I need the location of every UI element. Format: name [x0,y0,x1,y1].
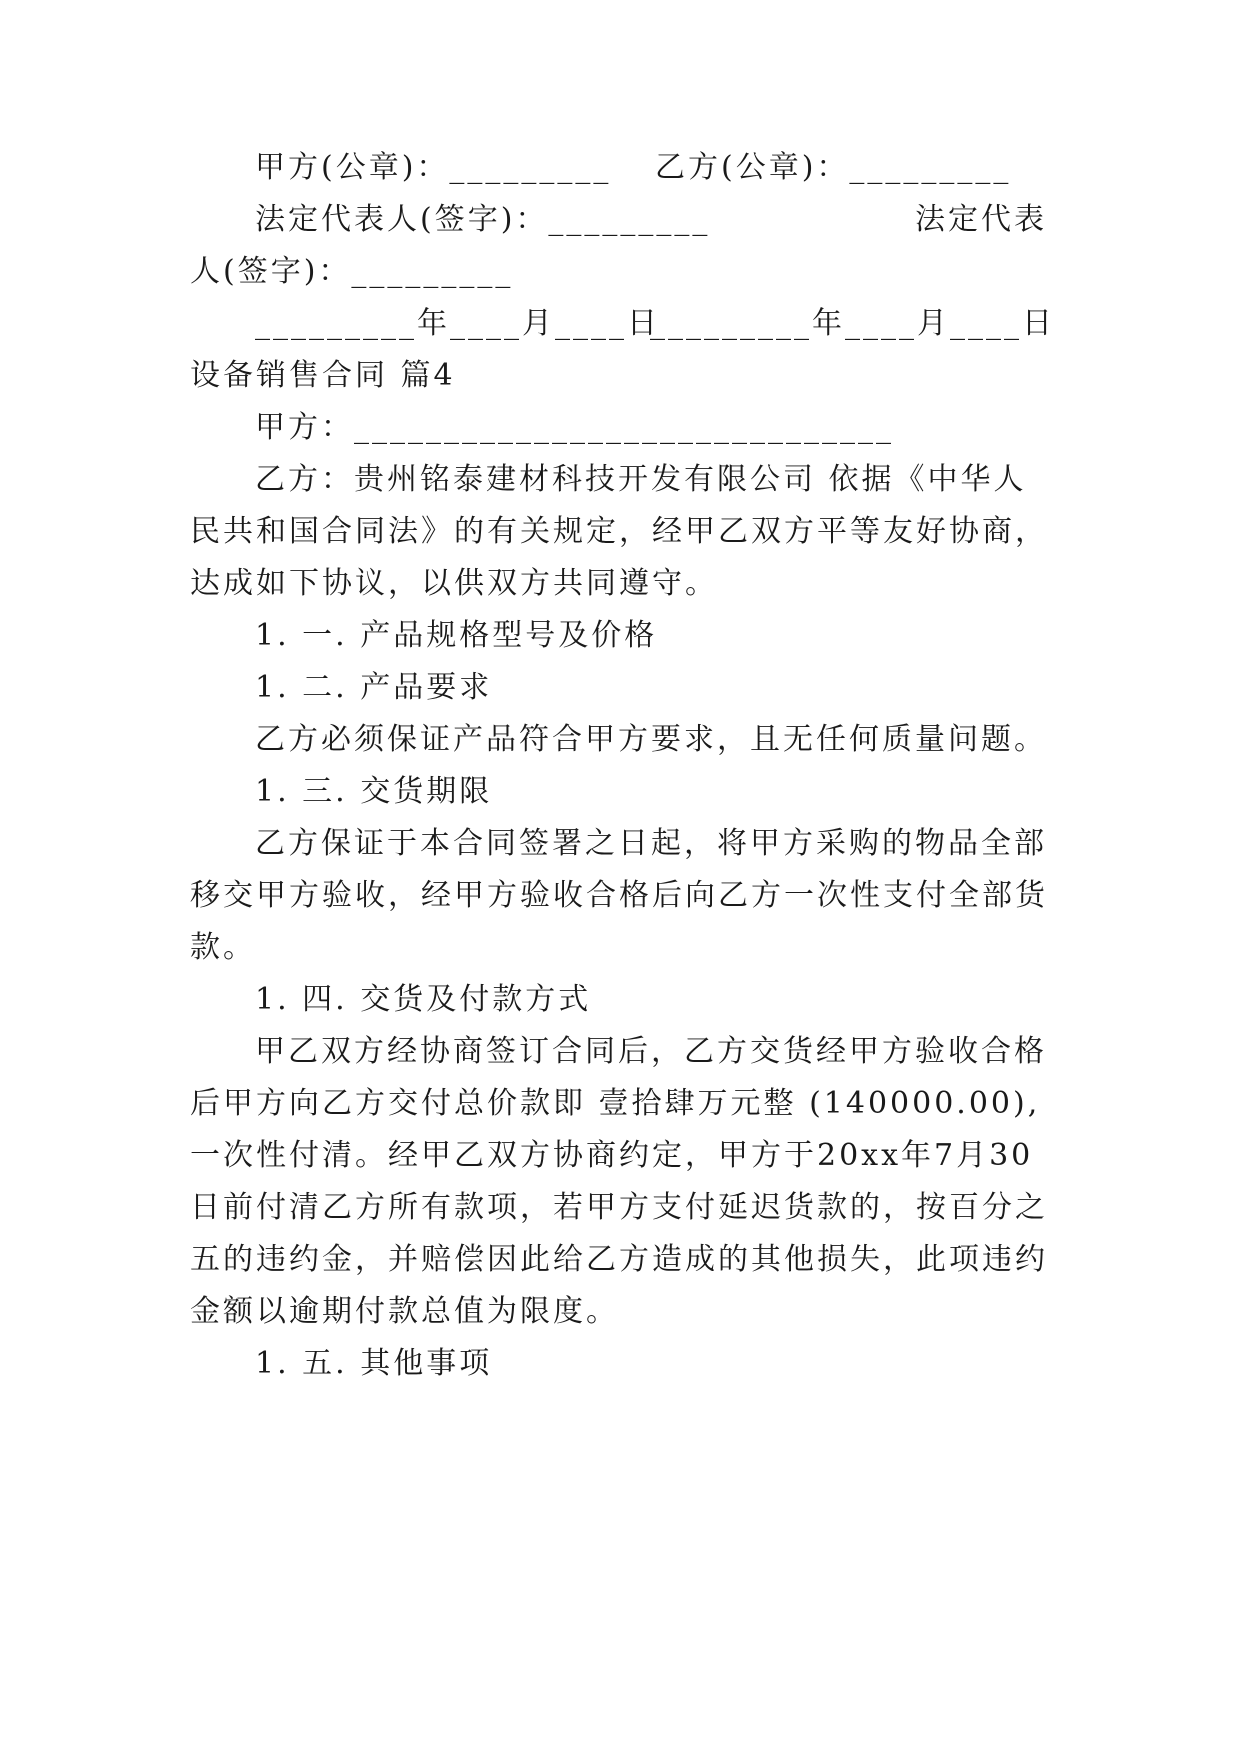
intro-line: 达成如下协议，以供双方共同遵守。 [190,566,718,601]
section-body-line: 日前付清乙方所有款项，若甲方支付延迟货款的，按百分之 [190,1190,1048,1225]
section-body-line: 后甲方向乙方交付总价款即 壹拾肆万元整 (140000.00), [190,1086,1041,1121]
party-a-seal-line: 甲方(公章)：_________ [255,150,612,185]
section-body-line: 乙方保证于本合同签署之日起，将甲方采购的物品全部 [255,826,1047,861]
intro-line: 乙方：贵州铭泰建材科技开发有限公司 依据《中华人 [255,462,1027,497]
legal-rep-a-line: 法定代表人(签字)：_________ [255,202,711,237]
section-heading: 1. 四. 交货及付款方式 [255,982,592,1017]
legal-rep-b-line-part2: 人(签字)：_________ [190,254,514,289]
section-body-line: 甲乙双方经协商签订合同后，乙方交货经甲方验收合格 [255,1034,1047,1069]
contract-title: 设备销售合同 篇4 [190,358,456,393]
section-body-line: 金额以逾期付款总值为限度。 [190,1294,619,1329]
date-b-line: _________年____月____日 [650,306,1055,341]
legal-rep-b-line-part1: 法定代表 [915,202,1047,237]
party-a-line: 甲方：______________________________ [255,410,894,445]
intro-line: 民共和国合同法》的有关规定，经甲乙双方平等友好协商， [190,514,1048,549]
section-body-line: 五的违约金，并赔偿因此给乙方造成的其他损失，此项违约 [190,1242,1048,1277]
section-heading: 1. 五. 其他事项 [255,1346,493,1381]
section-body-line: 移交甲方验收，经甲方验收合格后向乙方一次性支付全部货 [190,878,1048,913]
section-body-line: 款。 [190,930,256,965]
section-body-line: 一次性付清。经甲乙双方协商约定，甲方于20xx年7月30 [190,1138,1034,1173]
section-heading: 1. 一. 产品规格型号及价格 [255,618,658,653]
party-b-seal-line: 乙方(公章)：_________ [655,150,1012,185]
section-body-line: 乙方必须保证产品符合甲方要求，且无任何质量问题。 [255,722,1047,757]
date-a-line: _________年____月____日 [255,306,660,341]
section-heading: 1. 二. 产品要求 [255,670,493,705]
section-heading: 1. 三. 交货期限 [255,774,493,809]
